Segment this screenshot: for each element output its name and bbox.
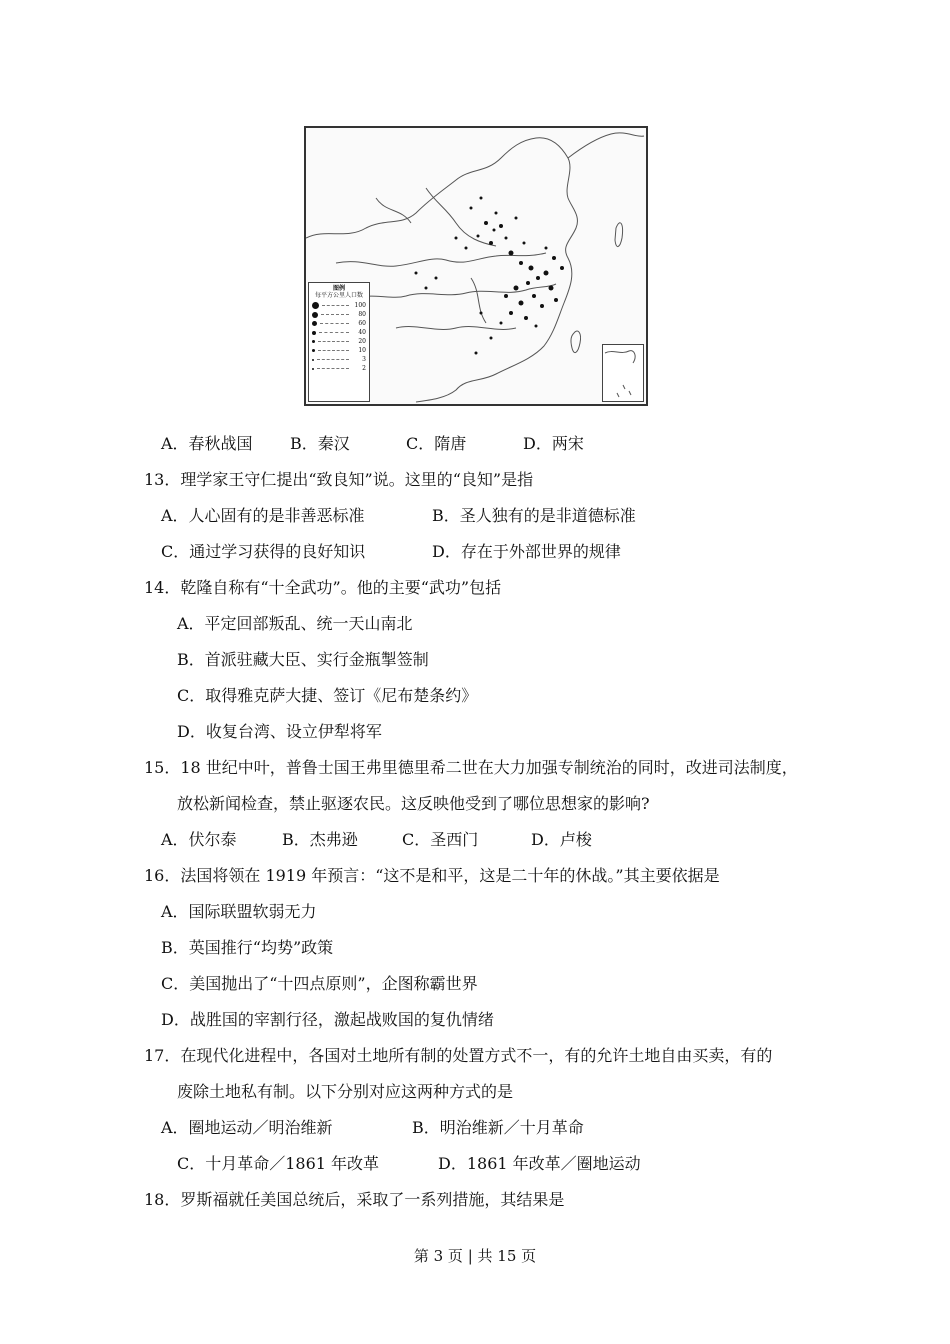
q13-option-d: D．存在于外部世界的规律 xyxy=(432,542,621,561)
map-legend xyxy=(308,282,370,402)
q16-option-a: A．国际联盟软弱无力 xyxy=(161,902,317,921)
legend-row xyxy=(312,355,366,364)
q13-stem: 13．理学家王守仁提出“致良知”说。这里的“良知”是指 xyxy=(144,470,534,489)
legend-value: 80 xyxy=(358,311,366,318)
page-footer: 第 3 页 | 共 15 页 xyxy=(413,1247,537,1265)
legend-value: 2 xyxy=(362,365,366,372)
legend-value: 100 xyxy=(354,302,366,309)
legend-dot-icon xyxy=(312,331,316,335)
q17-stem-line1: 17．在现代化进程中，各国对土地所有制的处置方式不一，有的允许土地自由买卖，有的 xyxy=(144,1046,773,1065)
q14-option-d: D．收复台湾、设立伊犁将军 xyxy=(177,722,382,741)
legend-row xyxy=(312,328,366,337)
q15-option-a: A．伏尔泰 xyxy=(161,830,237,849)
q17-option-d: D．1861 年改革／圈地运动 xyxy=(438,1154,641,1173)
population-density-map xyxy=(304,126,648,406)
q18-stem: 18．罗斯福就任美国总统后，采取了一系列措施，其结果是 xyxy=(144,1190,565,1209)
legend-row xyxy=(312,346,366,355)
legend-row xyxy=(312,310,366,319)
legend-value: 40 xyxy=(358,329,366,336)
q13-option-a: A．人心固有的是非善恶标准 xyxy=(161,506,365,525)
q12-option-a: A．春秋战国 xyxy=(161,434,253,453)
q13-option-b: B．圣人独有的是非道德标准 xyxy=(432,506,636,525)
inset-drawing xyxy=(603,345,641,399)
legend-title: 图例 xyxy=(332,285,345,292)
q16-stem: 16．法国将领在 1919 年预言：“这不是和平，这是二十年的休战。”其主要依据是 xyxy=(144,866,720,885)
q15-option-b: B．杰弗逊 xyxy=(282,830,358,849)
legend-dot-icon xyxy=(312,368,314,370)
q17-option-b: B．明治维新／十月革命 xyxy=(412,1118,584,1137)
legend-value: 20 xyxy=(358,338,366,345)
legend-row xyxy=(312,319,366,328)
q14-option-c: C．取得雅克萨大捷、签订《尼布楚条约》 xyxy=(177,686,478,705)
legend-dot-icon xyxy=(312,321,317,326)
q16-option-d: D．战胜国的宰割行径，激起战败国的复仇情绪 xyxy=(161,1010,494,1029)
q15-stem-line1: 15．18 世纪中叶，普鲁士国王弗里德里希二世在大力加强专制统治的同时，改进司法制度， xyxy=(144,758,798,777)
legend-value: 10 xyxy=(358,347,366,354)
q13-option-c: C．通过学习获得的良好知识 xyxy=(161,542,366,561)
q16-option-c: C．美国抛出了“十四点原则”，企图称霸世界 xyxy=(161,974,478,993)
legend-dot-icon xyxy=(312,340,315,343)
q14-stem: 14．乾隆自称有“十全武功”。他的主要“武功”包括 xyxy=(144,578,502,597)
legend-row xyxy=(312,301,366,310)
q15-stem-line2: 放松新闻检查，禁止驱逐农民。这反映他受到了哪位思想家的影响? xyxy=(177,794,650,813)
south-china-sea-inset xyxy=(602,344,644,402)
q14-option-a: A．平定回部叛乱、统一天山南北 xyxy=(177,614,413,633)
q16-option-b: B．英国推行“均势”政策 xyxy=(161,938,334,957)
legend-dot-icon xyxy=(312,349,315,352)
q12-option-d: D．两宋 xyxy=(523,434,584,453)
q17-option-c: C．十月革命／1861 年改革 xyxy=(177,1154,380,1173)
q15-option-d: D．卢梭 xyxy=(531,830,592,849)
legend-value: 3 xyxy=(362,356,366,363)
q15-option-c: C．圣西门 xyxy=(402,830,479,849)
legend-dot-icon xyxy=(312,302,319,309)
legend-dot-icon xyxy=(312,312,318,318)
legend-subtitle: 每平方公里人口数 xyxy=(314,292,363,299)
legend-dot-icon xyxy=(312,359,314,361)
q14-option-b: B．首派驻藏大臣、实行金瓶掣签制 xyxy=(177,650,429,669)
q12-option-b: B．秦汉 xyxy=(290,434,350,453)
q17-stem-line2: 废除土地私有制。以下分别对应这两种方式的是 xyxy=(177,1082,514,1101)
legend-row xyxy=(312,364,366,373)
q17-option-a: A．圈地运动／明治维新 xyxy=(161,1118,333,1137)
legend-row xyxy=(312,337,366,346)
q12-option-c: C．隋唐 xyxy=(406,434,467,453)
legend-value: 60 xyxy=(358,320,366,327)
